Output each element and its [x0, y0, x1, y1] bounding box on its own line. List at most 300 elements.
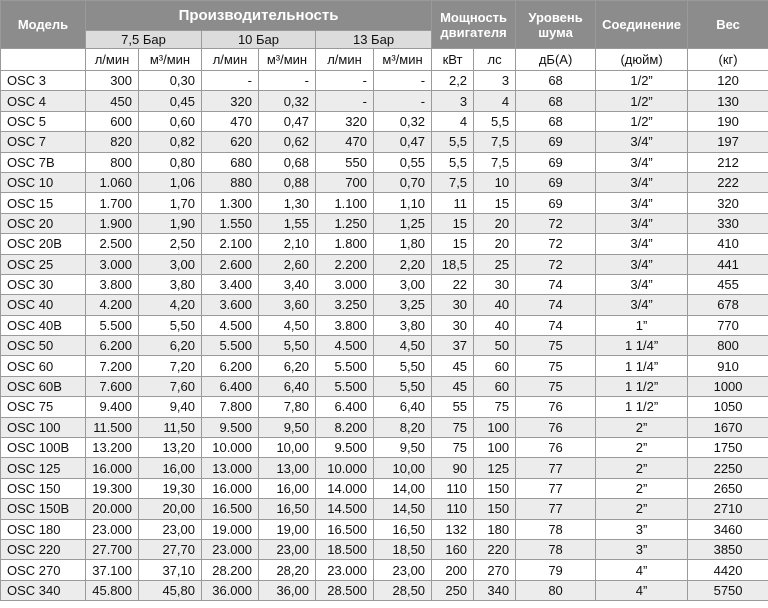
- cell-lmin-7-5: 9.400: [86, 397, 139, 417]
- cell-m3min-13: 10,00: [374, 458, 432, 478]
- cell-weight-kg: 678: [688, 295, 768, 315]
- unit-lmin-7-5: л/мин: [86, 49, 139, 71]
- cell-connection: 3”: [596, 519, 688, 539]
- cell-m3min-10: 19,00: [259, 519, 316, 539]
- cell-weight-kg: 320: [688, 193, 768, 213]
- cell-m3min-13: 28,50: [374, 580, 432, 600]
- cell-power-kw: 45: [432, 356, 474, 376]
- table-row: [1, 234, 768, 254]
- cell-connection: 4”: [596, 580, 688, 600]
- cell-m3min-13: 1,80: [374, 234, 432, 254]
- cell-weight-kg: 410: [688, 234, 768, 254]
- cell-m3min-10: 3,60: [259, 295, 316, 315]
- cell-m3min-7-5: 11,50: [139, 417, 202, 437]
- table-row: [1, 376, 768, 396]
- cell-m3min-10: -: [259, 71, 316, 91]
- cell-lmin-7-5: 3.000: [86, 254, 139, 274]
- cell-model: OSC 60B: [1, 376, 86, 396]
- cell-lmin-13: 16.500: [316, 519, 374, 539]
- cell-m3min-13: 14,50: [374, 499, 432, 519]
- cell-lmin-10: 5.500: [202, 336, 259, 356]
- cell-power-kw: 22: [432, 274, 474, 294]
- cell-model: OSC 40: [1, 295, 86, 315]
- table-row: [1, 91, 768, 111]
- table-row: [1, 152, 768, 172]
- cell-connection: 3/4”: [596, 234, 688, 254]
- cell-m3min-13: 5,50: [374, 376, 432, 396]
- cell-m3min-13: 3,25: [374, 295, 432, 315]
- unit-lmin-10: л/мин: [202, 49, 259, 71]
- cell-power-kw: 75: [432, 438, 474, 458]
- cell-lmin-7-5: 450: [86, 91, 139, 111]
- table-row: [1, 580, 768, 600]
- cell-m3min-10: 13,00: [259, 458, 316, 478]
- cell-m3min-10: 10,00: [259, 438, 316, 458]
- cell-power-hp: 150: [474, 499, 516, 519]
- cell-lmin-13: 14.000: [316, 478, 374, 498]
- cell-m3min-7-5: 7,60: [139, 376, 202, 396]
- table-row: [1, 172, 768, 192]
- cell-power-hp: 100: [474, 438, 516, 458]
- cell-lmin-13: 3.000: [316, 274, 374, 294]
- unit-m3min-7-5: м³/мин: [139, 49, 202, 71]
- cell-m3min-7-5: 1,90: [139, 213, 202, 233]
- cell-connection: 3/4”: [596, 193, 688, 213]
- cell-weight-kg: 2650: [688, 478, 768, 498]
- cell-lmin-10: 16.500: [202, 499, 259, 519]
- cell-m3min-7-5: 16,00: [139, 458, 202, 478]
- table-row: [1, 417, 768, 437]
- cell-lmin-10: 4.500: [202, 315, 259, 335]
- cell-lmin-13: 1.100: [316, 193, 374, 213]
- cell-lmin-7-5: 45.800: [86, 580, 139, 600]
- cell-model: OSC 340: [1, 580, 86, 600]
- cell-power-hp: 50: [474, 336, 516, 356]
- header-power-line1: Мощность: [440, 9, 508, 25]
- cell-lmin-7-5: 20.000: [86, 499, 139, 519]
- cell-m3min-13: 6,40: [374, 397, 432, 417]
- cell-weight-kg: 3850: [688, 539, 768, 559]
- cell-lmin-10: 1.550: [202, 213, 259, 233]
- cell-power-hp: 15: [474, 193, 516, 213]
- table-row: [1, 499, 768, 519]
- header-units-model-blank: [1, 49, 86, 71]
- cell-lmin-7-5: 800: [86, 152, 139, 172]
- cell-m3min-7-5: 0,30: [139, 71, 202, 91]
- cell-lmin-10: 680: [202, 152, 259, 172]
- cell-weight-kg: 455: [688, 274, 768, 294]
- cell-noise-db: 75: [516, 356, 596, 376]
- header-model: Модель: [1, 1, 86, 49]
- cell-weight-kg: 1000: [688, 376, 768, 396]
- cell-power-kw: 200: [432, 560, 474, 580]
- cell-lmin-10: -: [202, 71, 259, 91]
- cell-noise-db: 69: [516, 172, 596, 192]
- cell-m3min-10: 23,00: [259, 539, 316, 559]
- cell-m3min-7-5: 2,50: [139, 234, 202, 254]
- cell-model: OSC 3: [1, 71, 86, 91]
- cell-lmin-13: 3.800: [316, 315, 374, 335]
- cell-model: OSC 270: [1, 560, 86, 580]
- cell-noise-db: 78: [516, 539, 596, 559]
- cell-lmin-7-5: 3.800: [86, 274, 139, 294]
- cell-power-hp: 20: [474, 213, 516, 233]
- unit-db: дБ(А): [516, 49, 596, 71]
- cell-power-kw: 2,2: [432, 71, 474, 91]
- cell-m3min-7-5: 37,10: [139, 560, 202, 580]
- cell-m3min-13: 18,50: [374, 539, 432, 559]
- cell-power-kw: 15: [432, 213, 474, 233]
- cell-lmin-7-5: 1.060: [86, 172, 139, 192]
- cell-m3min-10: 1,55: [259, 213, 316, 233]
- cell-lmin-10: 2.100: [202, 234, 259, 254]
- cell-lmin-7-5: 16.000: [86, 458, 139, 478]
- header-performance: Производительность: [86, 1, 432, 31]
- cell-lmin-10: 3.600: [202, 295, 259, 315]
- table-row: [1, 295, 768, 315]
- cell-m3min-10: 9,50: [259, 417, 316, 437]
- cell-noise-db: 69: [516, 132, 596, 152]
- cell-weight-kg: 2250: [688, 458, 768, 478]
- cell-power-kw: 45: [432, 376, 474, 396]
- cell-power-kw: 15: [432, 234, 474, 254]
- cell-m3min-13: 0,55: [374, 152, 432, 172]
- cell-connection: 3/4”: [596, 172, 688, 192]
- cell-noise-db: 77: [516, 499, 596, 519]
- header-power-line2: двигателя: [440, 24, 507, 40]
- cell-lmin-10: 620: [202, 132, 259, 152]
- cell-m3min-7-5: 4,20: [139, 295, 202, 315]
- cell-weight-kg: 5750: [688, 580, 768, 600]
- cell-lmin-13: 700: [316, 172, 374, 192]
- cell-m3min-10: 16,00: [259, 478, 316, 498]
- cell-lmin-10: 470: [202, 111, 259, 131]
- cell-m3min-13: 3,80: [374, 315, 432, 335]
- cell-model: OSC 100: [1, 417, 86, 437]
- cell-m3min-10: 6,20: [259, 356, 316, 376]
- cell-noise-db: 68: [516, 111, 596, 131]
- cell-lmin-10: 10.000: [202, 438, 259, 458]
- cell-lmin-13: 5.500: [316, 376, 374, 396]
- cell-m3min-10: 7,80: [259, 397, 316, 417]
- cell-noise-db: 72: [516, 234, 596, 254]
- cell-power-hp: 40: [474, 295, 516, 315]
- cell-power-hp: 4: [474, 91, 516, 111]
- cell-lmin-7-5: 27.700: [86, 539, 139, 559]
- cell-noise-db: 72: [516, 213, 596, 233]
- header-pressure-7-5: 7,5 Бар: [86, 31, 202, 49]
- cell-m3min-13: 23,00: [374, 560, 432, 580]
- header-noise-line1: Уровень: [528, 9, 583, 25]
- cell-model: OSC 150B: [1, 499, 86, 519]
- cell-m3min-10: 16,50: [259, 499, 316, 519]
- table-row: [1, 539, 768, 559]
- cell-power-kw: 30: [432, 295, 474, 315]
- cell-lmin-7-5: 13.200: [86, 438, 139, 458]
- cell-lmin-10: 19.000: [202, 519, 259, 539]
- cell-power-kw: 37: [432, 336, 474, 356]
- cell-lmin-13: 1.250: [316, 213, 374, 233]
- cell-lmin-7-5: 19.300: [86, 478, 139, 498]
- cell-m3min-7-5: 6,20: [139, 336, 202, 356]
- cell-lmin-13: 3.250: [316, 295, 374, 315]
- cell-m3min-13: 1,10: [374, 193, 432, 213]
- cell-noise-db: 69: [516, 152, 596, 172]
- cell-power-kw: 110: [432, 499, 474, 519]
- cell-lmin-10: 36.000: [202, 580, 259, 600]
- cell-lmin-10: 23.000: [202, 539, 259, 559]
- cell-m3min-7-5: 0,82: [139, 132, 202, 152]
- unit-kw: кВт: [432, 49, 474, 71]
- cell-m3min-13: 16,50: [374, 519, 432, 539]
- cell-model: OSC 4: [1, 91, 86, 111]
- cell-m3min-13: 8,20: [374, 417, 432, 437]
- table-row: [1, 356, 768, 376]
- cell-weight-kg: 1050: [688, 397, 768, 417]
- cell-power-kw: 5,5: [432, 132, 474, 152]
- cell-connection: 1 1/4”: [596, 356, 688, 376]
- cell-noise-db: 77: [516, 478, 596, 498]
- cell-noise-db: 72: [516, 254, 596, 274]
- cell-connection: 1 1/4”: [596, 336, 688, 356]
- cell-lmin-13: -: [316, 91, 374, 111]
- cell-m3min-10: 2,10: [259, 234, 316, 254]
- unit-hp: лс: [474, 49, 516, 71]
- cell-m3min-10: 6,40: [259, 376, 316, 396]
- cell-power-kw: 75: [432, 417, 474, 437]
- cell-weight-kg: 800: [688, 336, 768, 356]
- cell-lmin-10: 13.000: [202, 458, 259, 478]
- cell-m3min-7-5: 0,45: [139, 91, 202, 111]
- cell-m3min-13: 0,47: [374, 132, 432, 152]
- cell-weight-kg: 130: [688, 91, 768, 111]
- cell-weight-kg: 3460: [688, 519, 768, 539]
- cell-power-hp: 3: [474, 71, 516, 91]
- cell-lmin-13: 1.800: [316, 234, 374, 254]
- cell-power-hp: 60: [474, 376, 516, 396]
- cell-noise-db: 76: [516, 397, 596, 417]
- cell-lmin-10: 320: [202, 91, 259, 111]
- cell-power-hp: 25: [474, 254, 516, 274]
- table-body: [1, 71, 768, 601]
- cell-noise-db: 78: [516, 519, 596, 539]
- cell-connection: 3/4”: [596, 213, 688, 233]
- table-row: [1, 274, 768, 294]
- cell-model: OSC 15: [1, 193, 86, 213]
- cell-lmin-10: 2.600: [202, 254, 259, 274]
- cell-lmin-7-5: 7.200: [86, 356, 139, 376]
- cell-m3min-10: 5,50: [259, 336, 316, 356]
- cell-weight-kg: 330: [688, 213, 768, 233]
- table-row: [1, 560, 768, 580]
- table-row: [1, 213, 768, 233]
- cell-power-hp: 100: [474, 417, 516, 437]
- cell-lmin-13: 28.500: [316, 580, 374, 600]
- cell-lmin-10: 880: [202, 172, 259, 192]
- cell-weight-kg: 910: [688, 356, 768, 376]
- cell-noise-db: 75: [516, 376, 596, 396]
- cell-lmin-7-5: 820: [86, 132, 139, 152]
- cell-model: OSC 20B: [1, 234, 86, 254]
- cell-power-hp: 180: [474, 519, 516, 539]
- cell-lmin-10: 6.400: [202, 376, 259, 396]
- cell-m3min-10: 1,30: [259, 193, 316, 213]
- cell-lmin-13: -: [316, 71, 374, 91]
- cell-noise-db: 76: [516, 417, 596, 437]
- cell-weight-kg: 1750: [688, 438, 768, 458]
- cell-m3min-13: 3,00: [374, 274, 432, 294]
- cell-model: OSC 150: [1, 478, 86, 498]
- cell-lmin-10: 16.000: [202, 478, 259, 498]
- cell-m3min-7-5: 5,50: [139, 315, 202, 335]
- cell-connection: 2”: [596, 438, 688, 458]
- cell-m3min-7-5: 1,06: [139, 172, 202, 192]
- cell-m3min-7-5: 13,20: [139, 438, 202, 458]
- cell-lmin-13: 10.000: [316, 458, 374, 478]
- cell-lmin-13: 550: [316, 152, 374, 172]
- cell-lmin-10: 9.500: [202, 417, 259, 437]
- cell-m3min-7-5: 9,40: [139, 397, 202, 417]
- cell-noise-db: 74: [516, 295, 596, 315]
- header-motor-power: [432, 1, 516, 49]
- cell-lmin-13: 14.500: [316, 499, 374, 519]
- cell-connection: 1/2”: [596, 91, 688, 111]
- cell-connection: 3/4”: [596, 254, 688, 274]
- cell-lmin-7-5: 37.100: [86, 560, 139, 580]
- cell-m3min-13: -: [374, 71, 432, 91]
- cell-connection: 3/4”: [596, 152, 688, 172]
- cell-weight-kg: 222: [688, 172, 768, 192]
- cell-m3min-10: 4,50: [259, 315, 316, 335]
- cell-lmin-13: 2.200: [316, 254, 374, 274]
- cell-lmin-13: 18.500: [316, 539, 374, 559]
- cell-weight-kg: 120: [688, 71, 768, 91]
- header-noise-line2: шума: [538, 24, 573, 40]
- cell-power-kw: 132: [432, 519, 474, 539]
- cell-connection: 1/2”: [596, 71, 688, 91]
- cell-m3min-13: -: [374, 91, 432, 111]
- cell-lmin-10: 7.800: [202, 397, 259, 417]
- cell-m3min-13: 9,50: [374, 438, 432, 458]
- cell-m3min-7-5: 19,30: [139, 478, 202, 498]
- cell-noise-db: 74: [516, 274, 596, 294]
- cell-m3min-10: 2,60: [259, 254, 316, 274]
- cell-lmin-7-5: 6.200: [86, 336, 139, 356]
- cell-power-hp: 75: [474, 397, 516, 417]
- cell-m3min-7-5: 45,80: [139, 580, 202, 600]
- cell-model: OSC 7B: [1, 152, 86, 172]
- cell-power-kw: 250: [432, 580, 474, 600]
- cell-m3min-10: 0,62: [259, 132, 316, 152]
- cell-model: OSC 100B: [1, 438, 86, 458]
- cell-m3min-10: 0,32: [259, 91, 316, 111]
- cell-connection: 2”: [596, 499, 688, 519]
- cell-m3min-7-5: 1,70: [139, 193, 202, 213]
- cell-power-hp: 340: [474, 580, 516, 600]
- cell-weight-kg: 190: [688, 111, 768, 131]
- header-pressure-10: 10 Бар: [202, 31, 316, 49]
- cell-power-hp: 150: [474, 478, 516, 498]
- cell-lmin-10: 3.400: [202, 274, 259, 294]
- cell-lmin-7-5: 600: [86, 111, 139, 131]
- cell-lmin-7-5: 11.500: [86, 417, 139, 437]
- table-row: [1, 438, 768, 458]
- table-row: [1, 519, 768, 539]
- cell-lmin-7-5: 5.500: [86, 315, 139, 335]
- cell-m3min-7-5: 0,60: [139, 111, 202, 131]
- cell-power-kw: 3: [432, 91, 474, 111]
- cell-model: OSC 25: [1, 254, 86, 274]
- cell-lmin-10: 6.200: [202, 356, 259, 376]
- cell-model: OSC 50: [1, 336, 86, 356]
- cell-lmin-7-5: 23.000: [86, 519, 139, 539]
- cell-lmin-13: 5.500: [316, 356, 374, 376]
- cell-m3min-13: 4,50: [374, 336, 432, 356]
- cell-connection: 2”: [596, 478, 688, 498]
- cell-weight-kg: 441: [688, 254, 768, 274]
- table-row: [1, 111, 768, 131]
- header-connection: Соединение: [596, 1, 688, 49]
- cell-connection: 1”: [596, 315, 688, 335]
- unit-inch: (дюйм): [596, 49, 688, 71]
- cell-model: OSC 60: [1, 356, 86, 376]
- header-pressure-13: 13 Бар: [316, 31, 432, 49]
- cell-m3min-13: 0,70: [374, 172, 432, 192]
- cell-power-hp: 7,5: [474, 152, 516, 172]
- cell-lmin-13: 4.500: [316, 336, 374, 356]
- cell-power-kw: 160: [432, 539, 474, 559]
- cell-noise-db: 77: [516, 458, 596, 478]
- cell-lmin-7-5: 7.600: [86, 376, 139, 396]
- cell-lmin-13: 6.400: [316, 397, 374, 417]
- cell-connection: 4”: [596, 560, 688, 580]
- cell-noise-db: 69: [516, 193, 596, 213]
- cell-lmin-7-5: 1.700: [86, 193, 139, 213]
- cell-model: OSC 75: [1, 397, 86, 417]
- cell-lmin-13: 470: [316, 132, 374, 152]
- cell-power-hp: 220: [474, 539, 516, 559]
- cell-noise-db: 68: [516, 71, 596, 91]
- cell-connection: 2”: [596, 458, 688, 478]
- cell-m3min-7-5: 20,00: [139, 499, 202, 519]
- cell-power-kw: 30: [432, 315, 474, 335]
- cell-lmin-13: 9.500: [316, 438, 374, 458]
- cell-noise-db: 68: [516, 91, 596, 111]
- header-weight: Вес: [688, 1, 768, 49]
- cell-m3min-13: 1,25: [374, 213, 432, 233]
- unit-m3min-13: м³/мин: [374, 49, 432, 71]
- cell-noise-db: 76: [516, 438, 596, 458]
- cell-lmin-7-5: 4.200: [86, 295, 139, 315]
- cell-m3min-13: 0,32: [374, 111, 432, 131]
- cell-model: OSC 5: [1, 111, 86, 131]
- cell-lmin-13: 8.200: [316, 417, 374, 437]
- cell-m3min-7-5: 3,00: [139, 254, 202, 274]
- cell-m3min-7-5: 7,20: [139, 356, 202, 376]
- cell-model: OSC 125: [1, 458, 86, 478]
- cell-connection: 3”: [596, 539, 688, 559]
- cell-power-hp: 20: [474, 234, 516, 254]
- cell-connection: 1 1/2”: [596, 397, 688, 417]
- cell-weight-kg: 2710: [688, 499, 768, 519]
- cell-weight-kg: 1670: [688, 417, 768, 437]
- cell-m3min-10: 36,00: [259, 580, 316, 600]
- cell-m3min-13: 2,20: [374, 254, 432, 274]
- unit-kg: (кг): [688, 49, 768, 71]
- cell-m3min-7-5: 27,70: [139, 539, 202, 559]
- cell-m3min-10: 28,20: [259, 560, 316, 580]
- cell-power-hp: 10: [474, 172, 516, 192]
